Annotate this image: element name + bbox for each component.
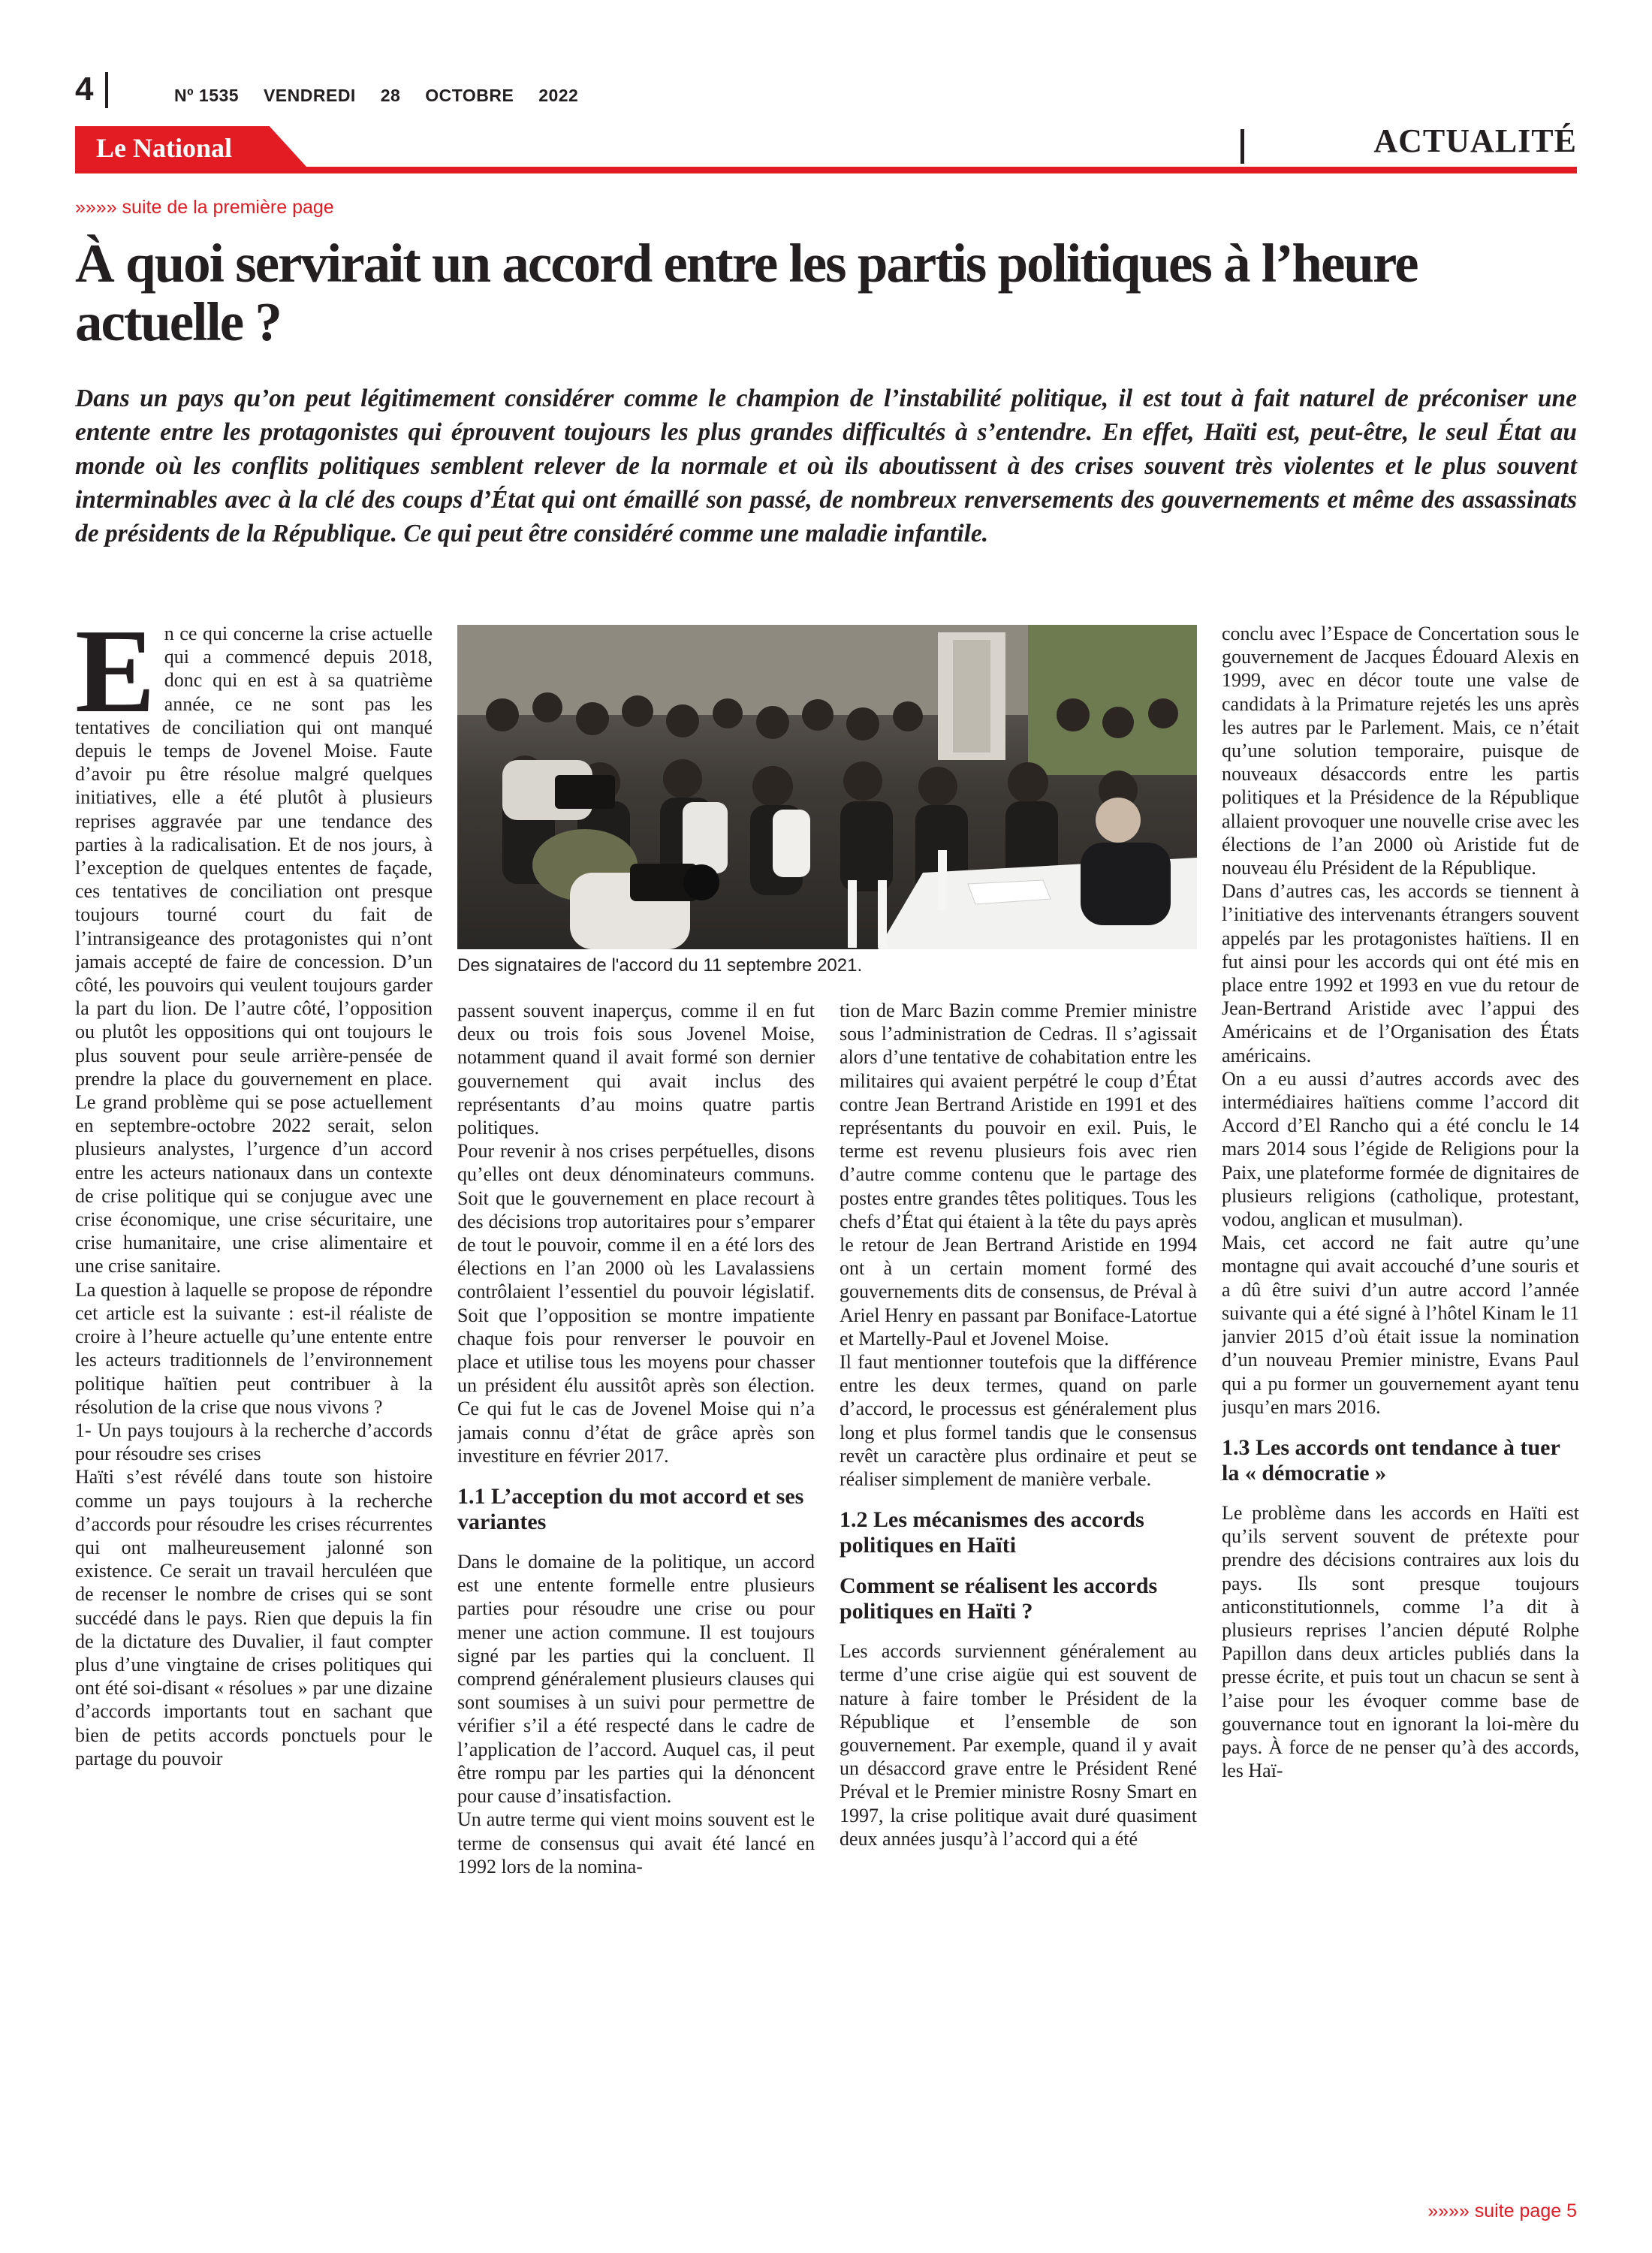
article-column-1	[75, 622, 433, 2124]
issue-weekday: VENDREDI	[263, 86, 356, 105]
paragraph: Un autre terme qui vient moins souvent est le terme de consensus qui avait été lancé en 1992 lors de la nomina-	[457, 1808, 815, 1878]
signing-ceremony-photo	[457, 625, 1197, 949]
page-number: 4	[75, 71, 94, 107]
paragraph: Il faut mentionner toutefois que la différence entre les deux termes, quand on parle d’accord, le processus est généralement plus long et plus formel tandis que le consensus revêt un caractère plus ordinaire et peut se réaliser simplement de manière verbale.	[840, 1351, 1197, 1491]
issue-day: 28	[380, 86, 401, 105]
paragraph: 1- Un pays toujours à la recherche d’accords pour résoudre ses crises	[75, 1419, 433, 1465]
photo-caption: Des signataires de l'accord du 11 septembre 2021.	[457, 955, 863, 976]
paragraph: La question à laquelle se propose de répondre cet article est la suivante : est-il réaliste de croire à l’heure actuelle qu’une entente entre les acteurs traditionnels de l’environnement politique haïtien peut contribuer à la résolution de la crise que nous vivons ?	[75, 1278, 433, 1418]
paragraph: Haïti s’est révélé dans toute son histoire comme un pays toujours à la recherche d’accords pour résoudre les crises récurrentes qui ont malheureusement jalonné son existence. Ce serait un travail herculéen que de recenser le nombre de crises qui se sont succédé dans le pays. Rien que depuis la fin de la dictature des Duvalier, il faut compter plus d’une vingtaine de crises politiques qui ont été soi-disant « résolues » par une dizaine d’accords importants tout en sachant que bien de petits accords ponctuels pour le partage du pouvoir	[75, 1466, 433, 1769]
article-column-2	[457, 999, 815, 2125]
paragraph: Dans le domaine de la politique, un accord est une entente formelle entre plusieurs parties pour résoudre une crise ou pour mener une action commune. Il est toujours signé par les parties qui la concluent. Il comprend généralement plusieurs clauses qui sont soumises à un suivi pour permettre de vérifier s’il a été respecté dans le cadre de l’application de l’accord. Auquel cas, il peut être rompu par les parties qui la dénoncent pour cause d’insatisfaction.	[457, 1551, 815, 1808]
article-photo	[457, 625, 1197, 949]
section-rubric: ACTUALITÉ	[1373, 122, 1577, 159]
rubric-divider	[1241, 129, 1244, 164]
paragraph: Pour revenir à nos crises perpétuelles, disons qu’elles ont deux dénominateurs communs. Soit que le gouvernement en place recourt à des décisions trop autoritaires pour s’emparer de tout le pouvoir, comme il en a été lors des élections en l’an 2000 où les Lavalassiens contrôlaient l’essentiel du pouvoir législatif. Soit que l’opposition se montre impatiente chaque fois pour renverser le pouvoir en place et utilise tous les moyens pour chasser un président élu aussitôt après son élection. Ce qui fut le cas de Jovenel Moise qui n’a jamais connu d’état de grâce après son investiture en février 2017.	[457, 1140, 815, 1467]
newspaper-brand: Le National	[96, 133, 233, 163]
paragraph: Dans d’autres cas, les accords se tiennent à l’initiative des intervenants étrangers souvent appelés par les protagonistes haïtiens. Il en fut ainsi pour les accords qui ont été mis en place entre 1992 et 1993 en vue du retour de Jean-Bertrand Aristide avec l’appui des Américains et de l’Organisation des États américains.	[1222, 880, 1579, 1066]
subheading: 1.2 Les mécanismes des accords politiques en Haïti	[840, 1507, 1144, 1558]
paragraph: tion de Marc Bazin comme Premier ministre sous l’administration de Cedras. Il s’agissait alors d’une tentative de cohabitation entre les militaires qui avaient perpétré le coup d’État contre Jean Bertrand Aristide en 1991 et des représentants du pouvoir en exil. Puis, le terme est revenu plusieurs fois avec rien d’autre comme contenu que le partage des postes entre grandes têtes politiques. Tous les chefs d’État qui étaient à la tête du pays après le retour de Jean Bertrand Aristide en 1994 ont à un certain moment formé des gouvernements dits de consensus, de Préval à Ariel Henry en passant par Boniface-Latortue et Martelly-Paul et Jovenel Moise.	[840, 1000, 1197, 1350]
issue-month: OCTOBRE	[425, 86, 514, 105]
article-headline: À quoi servirait un accord entre les partis politiques à l’heure actuelle ?	[75, 233, 1418, 352]
paragraph-text: n ce qui concerne la crise actuelle qui a commencé depuis 2018, donc qui en est à sa quatrième année, ce ne sont pas les tentatives de conciliation qui ont manqué depuis le temps de Jovenel Moise. Faute d’avoir pu être résolue malgré quelques initiatives, elle a été plutôt à plusieurs reprises aggravée par une tendance des parties à la radicalisation. Et de nos jours, à l’exception de quelques ententes de façade, ces tentatives de conciliation ont presque toujours tourné court du fait de l’intransigeance des protagonistes qui n’ont jamais accepté de faire de concession. D’un côté, les pouvoirs qui veulent toujours garder la part du lion. De l’autre côté, l’opposition ou plutôt les oppositions qui ont toujours le plus souvent pour seule arrière-pensée de prendre la place du gouvernement en place. Le grand problème qui se pose actuellement en septembre-octobre 2022 serait, selon plusieurs analystes, l’urgence d’un accord entre les acteurs nationaux dans un contexte de crise politique qui se conjugue avec une crise économique, une crise sécuritaire, une crise humanitaire, une crise alimentaire et une crise sanitaire.	[75, 623, 433, 1277]
paragraph: On a eu aussi d’autres accords avec des intermédiaires haïtiens comme l’accord dit Accord d’El Rancho qui a été conclu le 14 mars 2014 sous l’égide de Religions pour la Paix, une plateforme formée de dignitaires de plusieurs religions (catholique, protestant, vodou, anglican et musulman).	[1222, 1067, 1579, 1231]
paragraph: Les accords surviennent généralement au terme d’une crise aigüe qui est souvent de nature à faire tomber le Président de la République et l’ensemble de son gouvernement. Par exemple, quand il y avait un désaccord grave entre le Président René Préval et le Premier ministre Rosny Smart en 1997, la crise politique avait duré quasiment deux années jusqu’à l’accord qui a été	[840, 1640, 1197, 1850]
paragraph: Le problème dans les accords en Haïti est qu’ils servent souvent de prétexte pour prendre des décisions contraires aux lois du pays. Ils sont presque toujours anticonstitutionnels, comme l’a dit à plusieurs reprises l’ancien député Rolphe Papillon dans deux articles publiés dans la presse écrite, et puis tout un chacun se sent à l’aise pour les évoquer comme base de gouvernance tout en ignorant la loi-mère du pays. À force de ne penser qu’à des accords, les Haï-	[1222, 1501, 1579, 1782]
subheading: 1.3 Les accords ont tendance à tuer la « démocratie »	[1222, 1434, 1560, 1485]
paragraph: Mais, cet accord ne fait autre qu’une montagne qui avait accouché d’une souris et a dû être suivi d’un autre accord l’année suivante qui a été signé à l’hôtel Kinam le 11 janvier 2015 d’où était issue la nomination d’un nouveau Premier ministre, Evans Paul qui a pu former un gouvernement ayant tenu jusqu’en mars 2016.	[1222, 1232, 1579, 1418]
continued-from-link: »»»» suite de la première page	[75, 197, 334, 218]
article-column-3	[840, 999, 1197, 2125]
subheading: Comment se réalisent les accords politiques en Haïti ?	[840, 1573, 1158, 1624]
issue-year: 2022	[538, 86, 579, 105]
paragraph	[75, 622, 433, 1278]
continued-to-link[interactable]: »»»» suite page 5	[1427, 2200, 1577, 2221]
issue-line	[174, 86, 598, 106]
paragraph: conclu avec l’Espace de Concertation sous le gouvernement de Jacques Édouard Alexis en 1999, avec en décor toute une valse de candidats à la Primature rejetés les uns après les autres par le Parlement. Mais, ce n’était qu’une solution temporaire, puisque de nouveaux désaccords entre les partis politiques et la Présidence de la République allaient provoquer une nouvelle crise avec les élections de l’an 2000 où Aristide fut de nouveau élu Président de la République.	[1222, 623, 1579, 879]
drop-cap: E	[75, 622, 155, 737]
header-rule	[75, 167, 1577, 173]
article-column-4	[1222, 622, 1579, 2124]
page-number-divider	[105, 72, 108, 108]
article-lede: Dans un pays qu’on peut légitimement considérer comme le champion de l’instabilité politique, il est tout à fait naturel de préconiser une entente entre les protagonistes qui éprouvent toujours les plus grandes difficultés à s’entendre. En effet, Haïti est, peut-être, le seul État au monde où les conflits politiques semblent relever de la normale et où ils aboutissent à des crises souvent très violentes et le plus souvent interminables avec à la clé des coups d’État qui ont émaillé son passé, de nombreux renversements des gouvernements et même des assassinats de présidents de la République. Ce qui peut être considéré comme une maladie infantile.	[75, 385, 1577, 547]
paragraph: passent souvent inaperçus, comme il en fut deux ou trois fois sous Jovenel Moise, notamment quand il avait formé son dernier gouvernement qui avait inclus des représentants d’au moins quatre partis politiques.	[457, 1000, 815, 1139]
issue-number: Nº 1535	[174, 86, 240, 105]
subheading: 1.1 L’acception du mot accord et ses variantes	[457, 1484, 804, 1535]
